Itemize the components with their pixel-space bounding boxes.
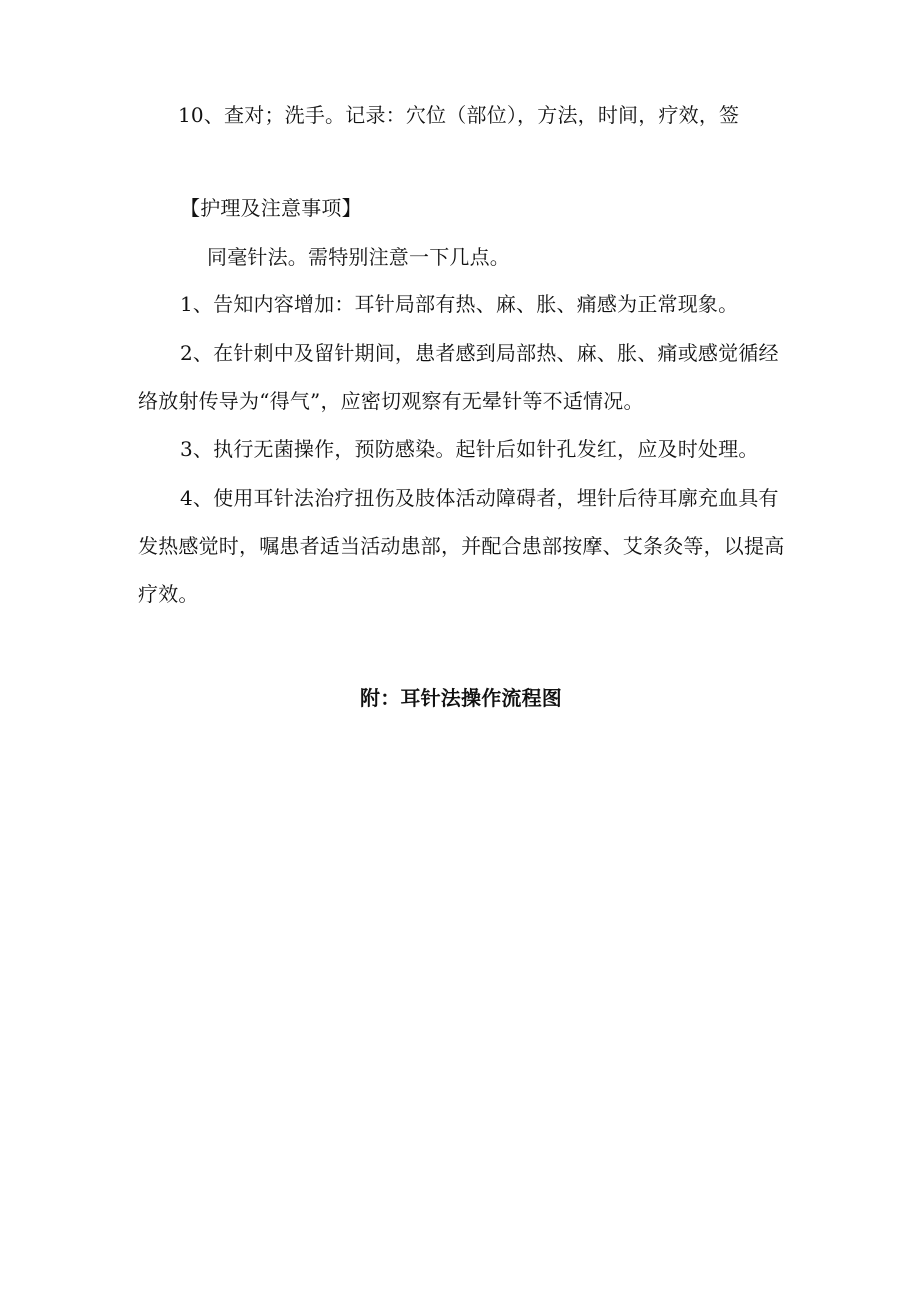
item-4-line-3: 疗效。 [138, 582, 199, 606]
item-4-line-2: 发热感觉时，嘱患者适当活动患部，并配合患部按摩、艾条灸等，以提高 [138, 534, 785, 558]
item-2-line-1: 2、在针刺中及留针期间，患者感到局部热、麻、胀、痛或感觉循经 [180, 341, 779, 365]
item-1-text: 1、告知内容增加：耳针局部有热、麻、胀、痛感为正常现象。 [180, 292, 739, 316]
item-2-line-2: 络放射传导为“得气”，应密切观察有无晕针等不适情况。 [138, 389, 644, 413]
step-10-text: 10、查对；洗手。记录：穴位（部位），方法，时间，疗效，签 [178, 103, 740, 127]
section-heading: 【护理及注意事项】 [180, 196, 362, 220]
item-3-text: 3、执行无菌操作，预防感染。起针后如针孔发红，应及时处理。 [180, 437, 759, 461]
item-4-line-1: 4、使用耳针法治疗扭伤及肢体活动障碍者，埋针后待耳廓充血具有 [180, 486, 779, 510]
intro-text: 同毫针法。需特别注意一下几点。 [207, 245, 510, 269]
appendix-title: 附：耳针法操作流程图 [360, 686, 562, 710]
